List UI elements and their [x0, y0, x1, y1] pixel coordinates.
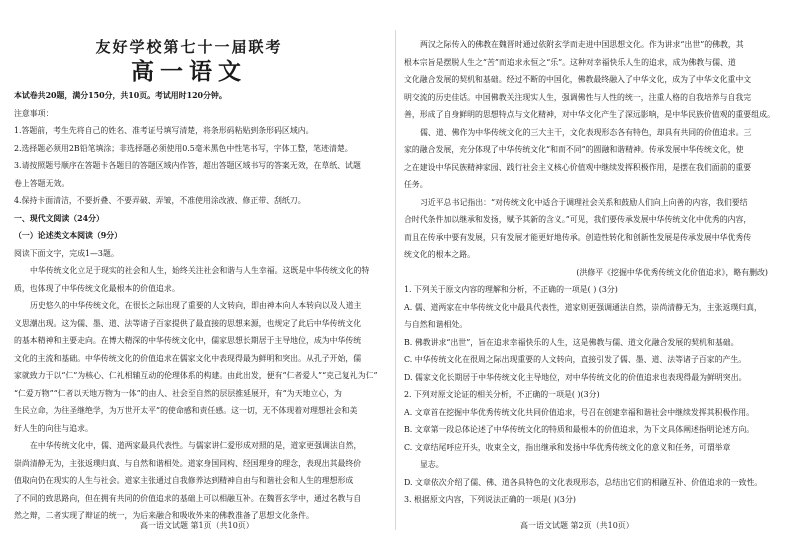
notice-title: 注意事项：	[14, 108, 54, 118]
passage-line: 统文化的根本之路。	[404, 250, 476, 259]
passage-line: 值取向仍在现实的人生与社会。道家主张通过自我修养达到精神自由与和谐社会和人生的理想形成	[14, 476, 354, 485]
passage-line: 生民立命，为往圣继绝学，为万世开太平”的使命感和责任感。这一切，无不体现着对理想社会和美	[14, 406, 358, 415]
passage-line: 儒、道、佛作为中华传统文化的三大主干，文化表现形态各有特色，却具有共同的价值追求。三	[420, 127, 752, 137]
passage-line: 合时代条件加以继承和发扬，赋予其新的含义。”可见，我们要传承发展中华传统文化中优秀的内容，	[404, 215, 752, 224]
passage-line: 历史悠久的中华传统文化，在很长之际出现了重要的人文转向，即由神本向人本转向以及人道主	[30, 301, 362, 310]
question-line: C. 中华传统文化在很周之际出现重要的人文转向，直接引发了儒、墨、道、法等诸子百家的产生。	[404, 355, 747, 364]
instructions-list	[14, 122, 384, 210]
passage-line: 习近平总书记指出：“对传统文化中适合于调理社会关系和鼓励人们向上向善的内容，我们要结	[420, 197, 748, 207]
passage-line: 之在建设中华民族精神家园、践行社会主义核心价值观中继续发挥积极作用，是摆在我们面前的重要	[404, 162, 752, 172]
passage-left	[14, 262, 384, 525]
question-line: A. 文章首在挖掘中华优秀传统文化共同价值追求，号召在创建幸福和谐社会中继续发挥其积极作用。	[404, 407, 755, 417]
passage-line: 家就致力于以“仁”为核心、仁礼相辅互动的伦理体系的构建。由此出发，便有“仁者爱人”“克己复礼为仁”	[14, 371, 378, 380]
question-line: C. 文章结尾呼应开头，收束全文，指出继承和发扬中华优秀传统文化的意义和任务，可谓举章	[404, 442, 731, 452]
footer-right: 高一语文试题 第2页（共10页）	[520, 521, 634, 530]
passage-line: 然之辩，二者实现了辩证的统一，为后来融合和吸收外来的佛教准备了思想文化条件。	[14, 511, 314, 520]
passage-line: “仁爱万物”“仁者以天地万物为一体”的由人、社会至自然的层层推延展开，有“为天地立心，为	[14, 388, 342, 398]
question-line: D. 儒家文化长期居于中华传统文化主导地位，对中华传统文化的价值追求也表现得最为鲜明突出。	[404, 372, 747, 382]
passage-line: 而且在传承中要有发展，只有发展才能更好地传承。创造性转化和创新性发展是传承发展中华优秀传	[404, 232, 752, 242]
passage-line: 了不同的致思路向，但在拥有共同的价值追求的基础上可以相融互补。在魏晋玄学中，通过名教与自	[14, 493, 362, 503]
instruction-line: 4.保持卡面清洁，不要折叠、不要弄破、弄皱，不准使用涂改液、修正带、刮纸刀。	[14, 196, 306, 205]
footer-left: 高一语文试题 第1页（共10页）	[140, 521, 254, 530]
instruction-line: 1.答题前，考生先将自己的姓名、准考证号填写清楚，将条形码粘贴到条形码区域内。	[14, 126, 314, 135]
school-name: 友好学校第七十一届联考	[95, 38, 283, 56]
question-line: A. 儒、道两家在中华传统文化中最具代表性，道家则更强调通法自然，崇尚清静无为，主张返璞归真，	[404, 302, 762, 312]
passage-line: 文化融合发展的契机和基础。经过不断的中国化，佛教最终融入了中华文化，成为了中华文化重中文	[404, 75, 752, 84]
passage-source: (洪修平《挖掘中华优秀传统文化价值追求》，略有删改)	[576, 267, 768, 277]
passage-line: 的基本精神和主要走向。在博大精深的中华传统文化中，儒家思想长期居于主导地位，成为中华传统	[14, 336, 362, 345]
passage-line: 中华传统文化立足于现实的社会和人生，始终关注社会和谐与人生幸福。这既是中华传统文化的特	[30, 266, 370, 275]
left-page	[14, 36, 384, 525]
question-line: 1. 下列关于原文内容的理解和分析，不正确的一项是( ) (3分)	[404, 285, 618, 294]
exam-info: 本试卷共20题，满分150分，共10页。考试用时120分钟。	[14, 91, 227, 100]
reading-prompt: 阅读下面文字，完成1—3题。	[14, 248, 119, 258]
passage-line: 家的融合发展，充分体现了中华传统文化“和而不同”的圆融和谐精神。传承发展中华传统文化，使	[404, 145, 744, 154]
question-line: 2. 下列对原文论证的相关分析，不正确的一项是( )(3分)	[404, 390, 600, 399]
passage-line: 两汉之际传入的佛教在魏晋时通过依附玄学而走进中国思想文化。作为讲求“出世”的佛教，其	[420, 40, 744, 49]
passage-right	[404, 36, 774, 264]
section-title: 一、现代文阅读（24分）	[14, 213, 104, 223]
question-line: 与自然和谐相处。	[404, 320, 468, 329]
exam-subject-title: 高一语文	[131, 58, 247, 85]
passage-line: 在中华传统文化中，儒、道两家最具代表性。与儒家讲仁爱形成对照的是，道家更强调法自然，	[30, 441, 362, 450]
passage-line: 任务。	[404, 180, 428, 189]
instruction-line: 3.请按照题号顺序在答题卡各题目的答题区域内作答，超出答题区域书写的答案无效，在草纸、试题	[14, 161, 361, 170]
instruction-line: 2.选择题必须用2B铅笔填涂；非选择题必须使用0.5毫米黑色中性笔书写，字体工整，笔迹清楚。	[14, 143, 353, 153]
question-line: 显志。	[420, 460, 444, 469]
passage-line: 明交流的历史佳话。中国佛教关注现实人生，强调佛性与人性的统一，注重人格的自我培养与自我完	[404, 92, 752, 102]
passage-line: 义思潮出现。这为儒、墨、道、法等诸子百家提供了最直接的思想来源，也规定了此后中华传统文化	[14, 318, 362, 328]
passage-line: 好人生的向往与追求。	[14, 423, 93, 433]
page-divider	[395, 30, 396, 530]
passage-line: 文化的主流和基础。中华传统文化的价值追求在儒家文化中表现得最为鲜明和突出。从孔子开始，儒	[14, 353, 362, 363]
passage-line: 崇尚清静无为，主张返璞归真、与自然和谐相处。道家身国同构、经国理身的理念，表现出其最终价	[14, 458, 362, 468]
question-line: 3. 根据原文内容，下列说法正确的一项是( )(3分)	[404, 495, 576, 504]
passage-line: 质，也体现了中华传统文化最根本的价值追求。	[14, 283, 180, 293]
right-page	[404, 36, 774, 509]
questions-list	[404, 281, 774, 509]
instruction-line: 卷上答题无效。	[14, 178, 70, 188]
passage-line: 根本宗旨是摆脱人生之“苦”而追求永恒之“乐”。这种对幸福快乐人生的追求，成为佛教与儒、道	[404, 57, 736, 67]
question-line: D. 文章依次介绍了儒、佛、道各具特色的文化表现形态，总结出它们的相融互补、价值追求的一致性。	[404, 477, 763, 487]
question-line: B. 佛教讲求“出世”，旨在追求幸福快乐的人生，这是佛教与儒、道文化融合发展的契机和基础。	[404, 337, 739, 347]
subsection-title: （一）论述类文本阅读（9分）	[14, 231, 123, 240]
question-line: B. 文章第一段总体论述了中华传统文化的特质和最根本的价值追求，为下文具体阐述指明论述方向。	[404, 425, 755, 434]
passage-line: 善，形成了自身鲜明的思想特点与文化精神，对中华文化产生了深远影响，是中华民族价值观的重要组成。	[404, 110, 775, 119]
